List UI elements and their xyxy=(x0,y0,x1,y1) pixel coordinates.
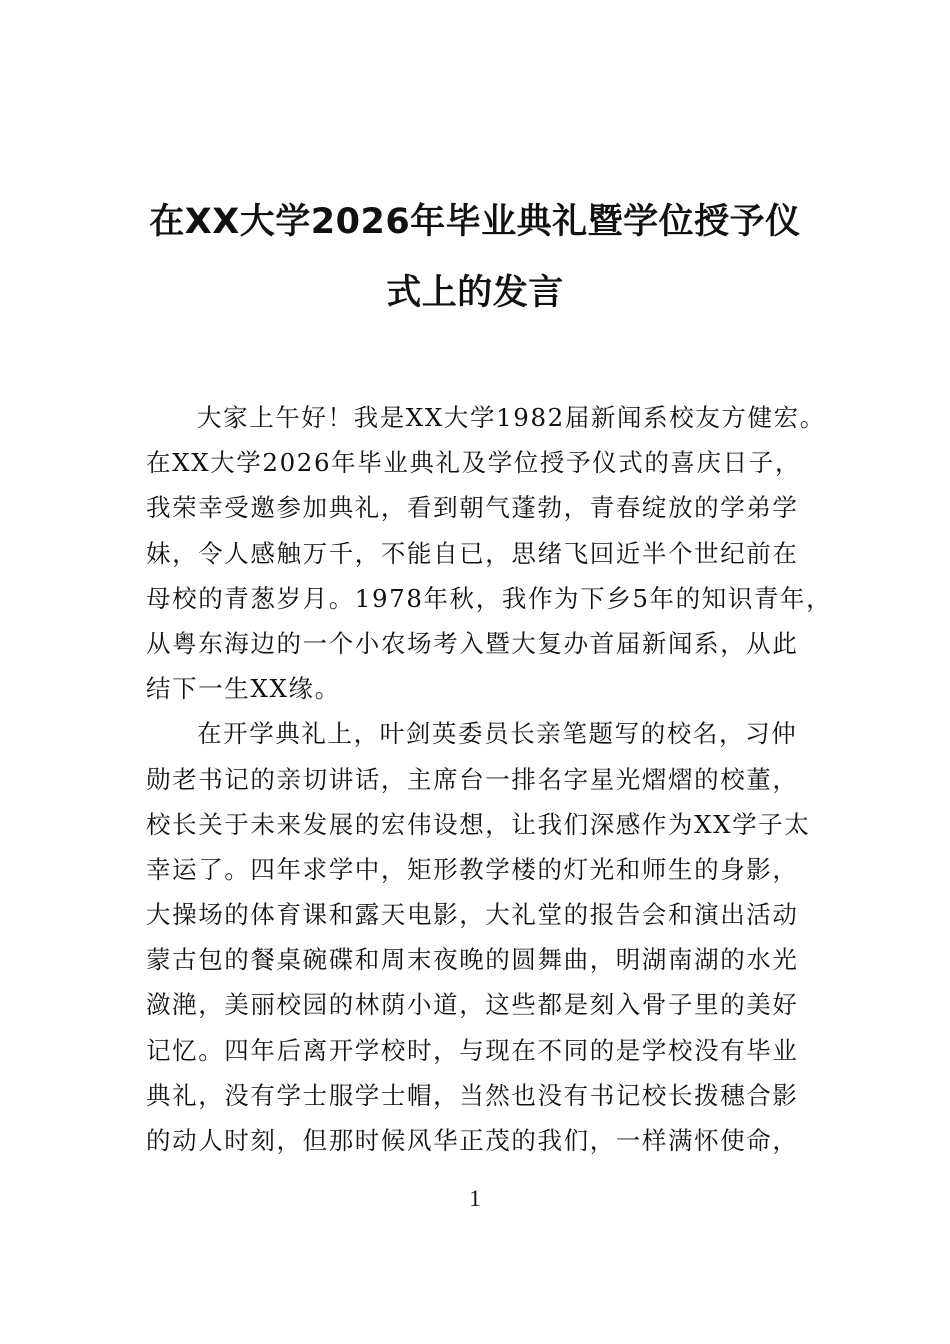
paragraph-line: 潋滟，美丽校园的林荫小道，这些都是刻入骨子里的美好 xyxy=(146,990,799,1020)
paragraph-line: 幸运了。四年求学中，矩形教学楼的灯光和师生的身影， xyxy=(146,854,799,884)
document-title-line-1: 在XX大学2026年毕业典礼暨学位授予仪 xyxy=(149,202,801,242)
paragraph-line: 的动人时刻，但那时候风华正茂的我们，一样满怀使命， xyxy=(146,1126,799,1155)
paragraph-line: 校长关于未来发展的宏伟设想，让我们深感作为XX学子太 xyxy=(146,809,811,839)
paragraph-line: 记忆。四年后离开学校时，与现在不同的是学校没有毕业 xyxy=(146,1035,799,1065)
page-number: 1 xyxy=(469,1186,481,1211)
paragraph-line: 从粤东海边的一个小农场考入暨大复办首届新闻系，从此 xyxy=(146,628,799,658)
paragraph-line: 大操场的体育课和露天电影，大礼堂的报告会和演出活动 xyxy=(146,900,799,930)
document-title-line-2: 式上的发言 xyxy=(386,273,564,313)
paragraph-line: 大家上午好！我是XX大学1982届新闻系校友方健宏。 xyxy=(197,403,826,432)
paragraph-line: 我荣幸受邀参加典礼，看到朝气蓬勃，青春绽放的学弟学 xyxy=(146,493,799,523)
paragraph-line: 勋老书记的亲切讲话，主席台一排名字星光熠熠的校董， xyxy=(146,764,799,794)
paragraph-line: 在开学典礼上，叶剑英委员长亲笔题写的校名，习仲 xyxy=(197,719,798,749)
paragraph-line: 母校的青葱岁月。1978年秋，我作为下乡5年的知识青年， xyxy=(146,583,833,613)
paragraph-line: 在XX大学2026年毕业典礼及学位授予仪式的喜庆日子， xyxy=(146,448,801,478)
paragraph-line: 典礼，没有学士服学士帽，当然也没有书记校长拨穗合影 xyxy=(146,1080,799,1110)
paragraph-line: 蒙古包的餐桌碗碟和周末夜晚的圆舞曲，明湖南湖的水光 xyxy=(146,945,799,975)
paragraph-line: 结下一生XX缘。 xyxy=(146,674,341,704)
document-body xyxy=(146,395,833,1163)
paragraph-1 xyxy=(146,395,833,711)
paragraph-2 xyxy=(146,711,811,1163)
paragraph-line: 妹，令人感触万千，不能自已，思绪飞回近半个世纪前在 xyxy=(146,538,799,568)
